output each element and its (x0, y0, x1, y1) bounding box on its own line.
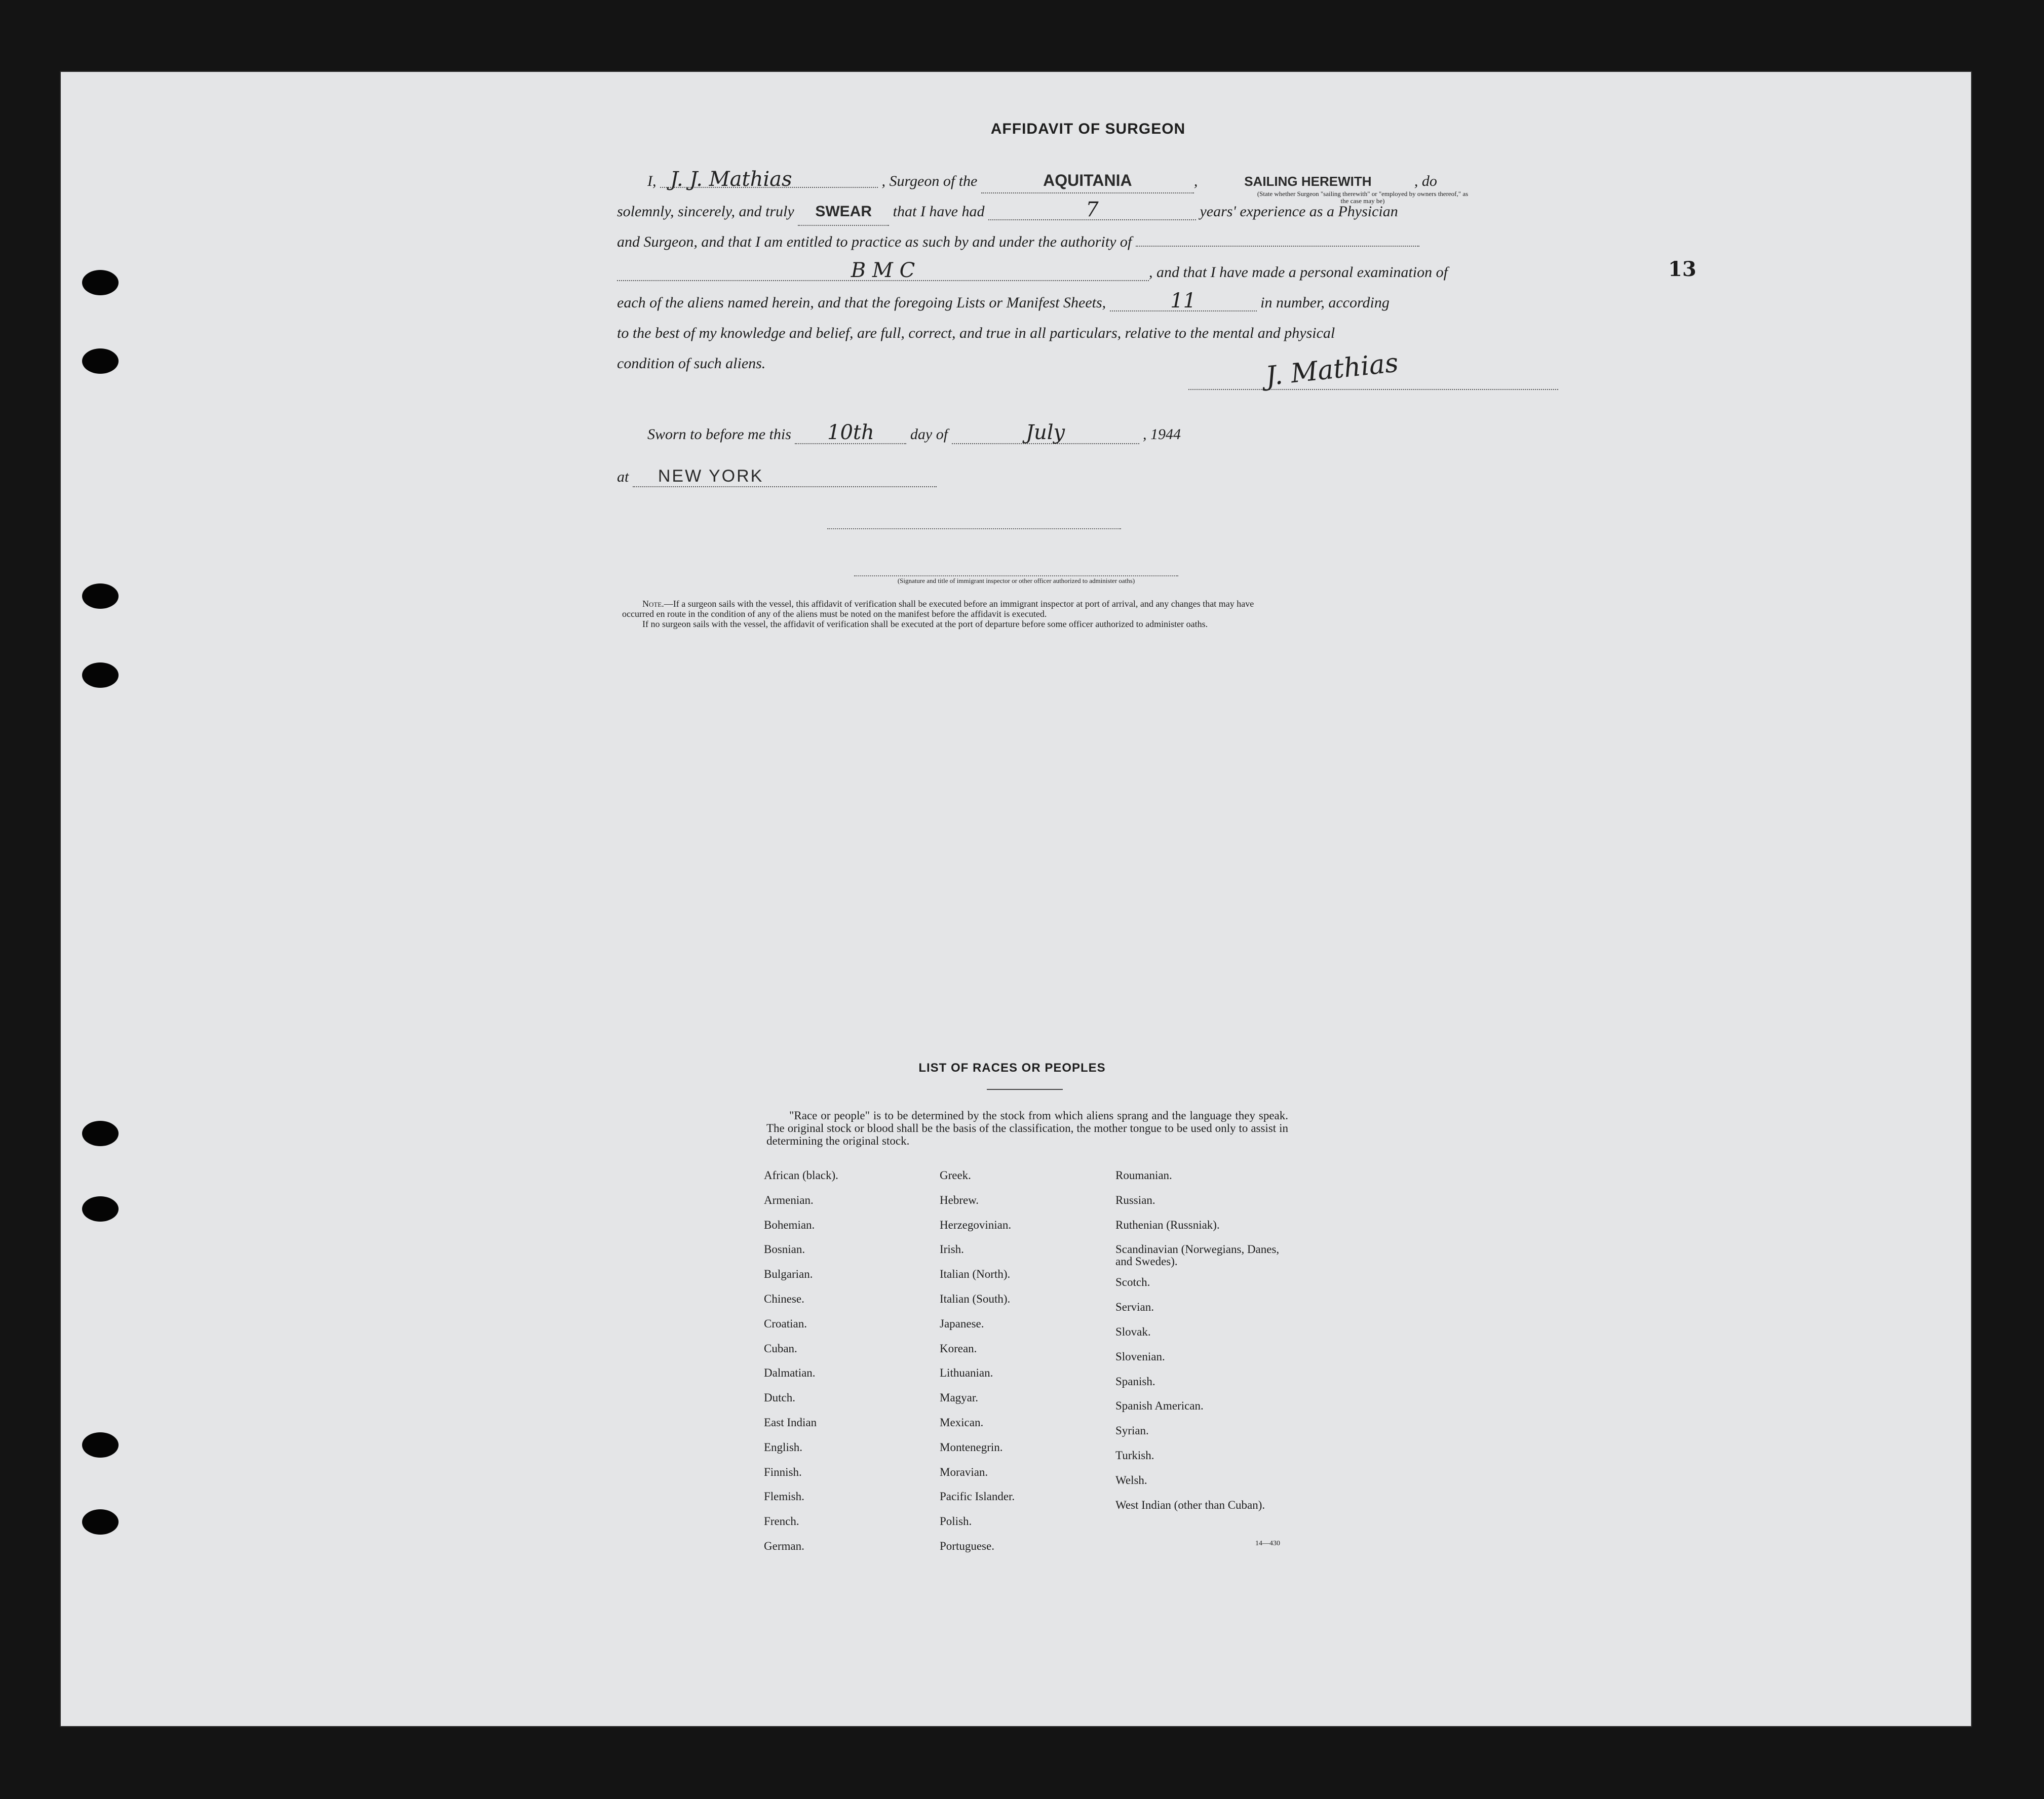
surgeon-name: J. J. Mathias (660, 174, 878, 188)
manifest-sheet-count: 11 (1110, 297, 1257, 311)
race-item: Polish. (940, 1515, 972, 1528)
race-item: Bohemian. (764, 1218, 815, 1231)
race-item: Spanish American. (1115, 1399, 1204, 1413)
race-item: French. (764, 1515, 799, 1528)
affidavit-line-6: to the best of my knowledge and belief, are full, correct, and true in all particulars, relative to the mental and physical (617, 325, 1335, 341)
manifest-page (60, 71, 1972, 1727)
races-intro: "Race or people" is to be determined by the stock from which aliens sprang and the language they speak. The original stock or blood shall be the basis of the classification, the mother tongue to be used only to assist in determining the original stock. (766, 1109, 1288, 1147)
race-item: Hebrew. (940, 1193, 979, 1206)
race-item: Bosnian. (764, 1243, 805, 1256)
binder-hole (82, 348, 119, 374)
race-item: East Indian (764, 1416, 817, 1429)
race-item: Portuguese. (940, 1539, 994, 1552)
affidavit-line-4: B M C , and that I have made a personal examination of (617, 262, 1565, 283)
race-item: West Indian (other than Cuban). (1115, 1498, 1265, 1511)
race-item: Magyar. (940, 1391, 979, 1404)
affidavit-line-2: solemnly, sincerely, and truly SWEAR that I have had 7 years' experience as a Physician (617, 202, 1565, 226)
race-item: Cuban. (764, 1342, 797, 1355)
binder-hole (82, 1432, 119, 1458)
sworn-line: Sworn to before me this 10th day of July , 1944 (647, 421, 1181, 444)
place-line: at NEW YORK (617, 467, 1565, 487)
affidavit-line-7: condition of such aliens. (617, 355, 766, 372)
race-item: Russian. (1115, 1193, 1155, 1206)
form-code: 14—430 (1255, 1540, 1280, 1547)
race-item: Armenian. (764, 1193, 814, 1206)
affidavit-line-1: I, J. J. Mathias , Surgeon of the AQUITANIA , SAILING HEREWITH , do (617, 171, 1565, 193)
race-item: Korean. (940, 1342, 977, 1355)
affidavit-line-3: and Surgeon, and that I am entitled to practice as such by and under the authority of (617, 232, 1565, 252)
sailing-status: SAILING HEREWITH (1244, 174, 1372, 189)
race-item: Dutch. (764, 1391, 795, 1404)
race-item: English. (764, 1440, 803, 1454)
race-item: German. (764, 1539, 804, 1552)
binder-hole (82, 1196, 119, 1222)
years-experience: 7 (988, 206, 1196, 220)
race-item: Japanese. (940, 1317, 984, 1330)
race-item: Servian. (1115, 1301, 1154, 1314)
surgeon-signature: J. Mathias (1264, 347, 1400, 392)
race-item: Chinese. (764, 1292, 804, 1305)
binder-hole (82, 270, 119, 295)
affidavit-title: AFFIDAVIT OF SURGEON (990, 121, 1186, 137)
officer-signature-line (827, 528, 1121, 529)
race-item: Syrian. (1115, 1424, 1149, 1437)
race-item: Flemish. (764, 1490, 804, 1503)
binder-hole (82, 583, 119, 609)
sailing-note: (State whether Surgeon "sailing therewith" or "employed by owners thereof," as the case may be) (1257, 190, 1469, 205)
race-item: Finnish. (764, 1465, 802, 1478)
sworn-day: 10th (795, 430, 906, 444)
affidavit-line-5: each of the aliens named herein, and that the foregoing Lists or Manifest Sheets, 11 in number, according (617, 289, 1390, 312)
race-item: Montenegrin. (940, 1440, 1003, 1454)
race-item: Spanish. (1115, 1375, 1155, 1388)
race-item: Welsh. (1115, 1473, 1147, 1487)
races-column-2 (940, 1163, 1015, 1559)
race-item: Italian (North). (940, 1268, 1011, 1281)
officer-caption: (Signature and title of immigrant inspector or other officer authorized to administer oaths) (854, 575, 1178, 584)
page-number: 13 (1668, 257, 1696, 281)
licensing-authority: B M C (617, 267, 1149, 281)
race-item: Scotch. (1115, 1276, 1150, 1289)
vessel-name: AQUITANIA (981, 179, 1194, 193)
race-item: African (black). (764, 1169, 838, 1182)
race-item: Croatian. (764, 1317, 807, 1330)
races-column-3 (1115, 1163, 1288, 1511)
oath-type: SWEAR (798, 212, 889, 226)
binder-hole (82, 1121, 119, 1146)
race-item: Mexican. (940, 1416, 984, 1429)
binder-hole (82, 1509, 119, 1535)
race-item: Slovenian. (1115, 1350, 1165, 1363)
race-item: Turkish. (1115, 1449, 1154, 1462)
place-city: NEW YORK (633, 473, 937, 487)
race-item: Irish. (940, 1243, 964, 1256)
races-column-1 (764, 1163, 838, 1559)
races-title: LIST OF RACES OR PEOPLES (918, 1061, 1106, 1075)
race-item: Pacific Islander. (940, 1490, 1015, 1503)
binder-hole (82, 662, 119, 688)
race-item: Roumanian. (1115, 1169, 1172, 1182)
races-title-rule (987, 1089, 1063, 1090)
race-item: Moravian. (940, 1465, 988, 1478)
race-item: Scandinavian (Norwegians, Danes, and Swedes). (1115, 1243, 1280, 1268)
race-item: Bulgarian. (764, 1268, 813, 1281)
race-item: Italian (South). (940, 1292, 1011, 1305)
race-item: Dalmatian. (764, 1366, 816, 1380)
affidavit-note: Note.—If a surgeon sails with the vessel, this affidavit of verification shall be executed before an immigrant inspector at port of arrival, and any changes that may have occurred en route in the condition of any of the aliens must be noted on the manifest before the affidavit is executed. If no surgeon sails with the vessel, the affidavit of verification shall be executed at the port of departure before some officer authorized to administer oaths. (622, 599, 1254, 629)
race-item: Lithuanian. (940, 1366, 993, 1380)
race-item: Ruthenian (Russniak). (1115, 1218, 1220, 1231)
race-item: Greek. (940, 1169, 971, 1182)
sworn-month: July (952, 430, 1139, 444)
surgeon-signature-line (1188, 389, 1558, 390)
race-item: Herzegovinian. (940, 1218, 1012, 1231)
sworn-year: , 1944 (1143, 426, 1181, 443)
race-item: Slovak. (1115, 1325, 1151, 1338)
